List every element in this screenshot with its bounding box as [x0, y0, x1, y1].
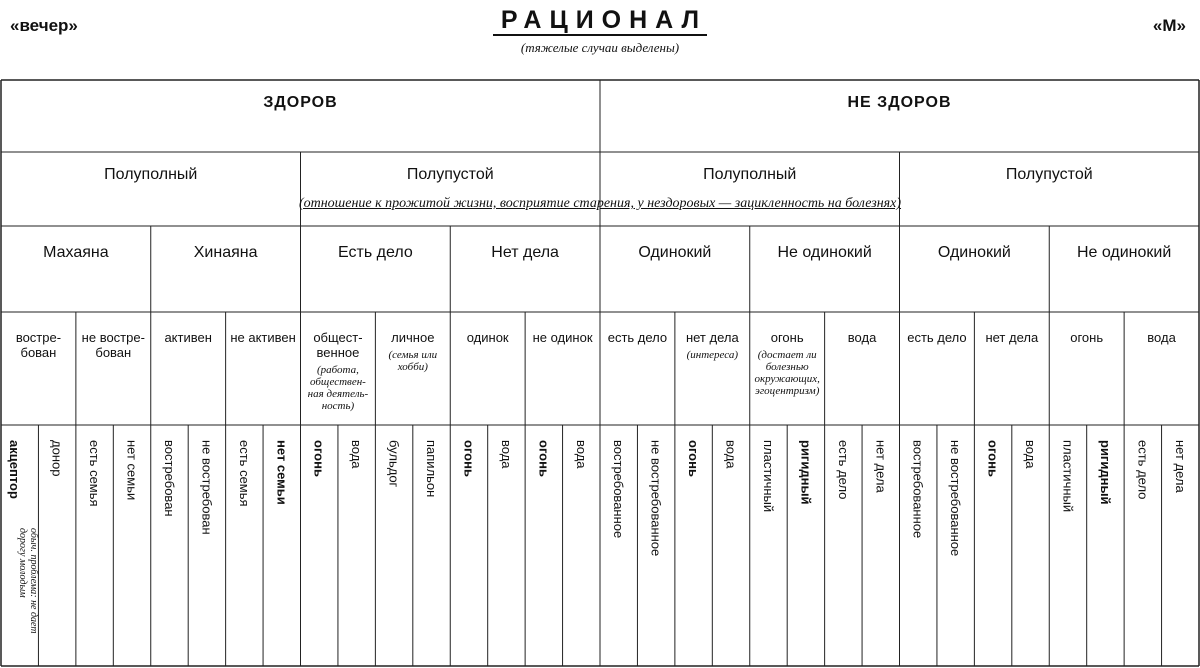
type-cell-14: [525, 440, 562, 666]
category-cell-2: [301, 226, 451, 312]
attitude-cell-3-label: Полупустой: [1005, 166, 1093, 183]
subcategory-cell-9: [675, 312, 750, 425]
category-cell-3: [450, 226, 600, 312]
subcategory-cell-8: [600, 312, 675, 425]
subcategory-note: (работа, обществен- ная деятель- ность): [307, 364, 369, 412]
attitude-cell-2: [600, 152, 900, 226]
subcategory-cell-7-label: не одинок: [532, 330, 593, 345]
subcategory-cell-14: [1049, 312, 1124, 425]
subcategory-cell-3: [226, 312, 301, 425]
category-cell-7: [1049, 226, 1199, 312]
type-cell-19: [712, 440, 749, 666]
subcategory-cell-15-label: вода: [1147, 330, 1176, 345]
category-cell-0-label: Махаяна: [43, 244, 109, 261]
subcategory-cell-6: [450, 312, 525, 425]
category-cell-2-label: Есть дело: [338, 244, 413, 261]
attitude-cell-1: [301, 152, 601, 226]
subcategory-cell-5-label: личное: [391, 330, 435, 345]
type-label: пластичный: [760, 440, 776, 513]
type-label: пластичный: [1060, 440, 1076, 513]
type-cell-27: [1012, 440, 1049, 666]
corner-tag-left: «вечер»: [10, 16, 78, 35]
health-group-0: [1, 80, 600, 152]
subcategory-note: (интереса): [686, 349, 739, 361]
type-label: не востребованное: [648, 440, 664, 557]
category-cell-6: [900, 226, 1050, 312]
type-label: акцептор: [7, 440, 23, 499]
type-cell-9: [338, 440, 375, 666]
type-label: ригидный: [798, 440, 814, 505]
subcategory-cell-2: [151, 312, 226, 425]
type-label: востребованное: [611, 440, 627, 539]
type-cell-12: [450, 440, 487, 666]
type-cell-24: [900, 440, 937, 666]
type-cell-30: [1124, 440, 1161, 666]
category-cell-6-label: Одинокий: [937, 244, 1011, 261]
subcategory-cell-13-label: нет дела: [985, 330, 1039, 345]
type-label: нет семьи: [274, 440, 290, 505]
subcategory-cell-4: [301, 312, 376, 425]
subcategory-cell-15: [1124, 312, 1199, 425]
category-cell-5-label: Не одинокий: [777, 244, 872, 261]
category-cell-1: [151, 226, 301, 312]
type-label: есть дело: [835, 440, 851, 500]
type-cell-28: [1049, 440, 1086, 666]
subcategory-cell-0-label: востре- бован: [15, 330, 62, 360]
subcategory-note: (достает ли болезнью окружающих, эгоцентризм): [754, 349, 820, 397]
type-label: бульдог: [386, 440, 402, 488]
type-cell-16: [600, 440, 637, 666]
subcategory-cell-12: [900, 312, 975, 425]
type-cell-4: [151, 440, 188, 666]
category-cell-5: [750, 226, 900, 312]
subcategory-cell-3-label: не активен: [230, 330, 296, 345]
type-cell-3: [113, 440, 150, 666]
type-label: вода: [1023, 440, 1039, 469]
type-label: огонь: [686, 440, 702, 477]
subcategory-cell-11-label: вода: [847, 330, 877, 345]
type-label: вода: [498, 440, 514, 469]
subcategory-cell-11: [825, 312, 900, 425]
type-cell-18: [675, 440, 712, 666]
subcategory-cell-14-label: огонь: [1070, 330, 1104, 345]
row2-note: (отношение к прожитой жизни, восприятие старения, у нездоровых — зацикленность на болезнях): [298, 196, 902, 211]
category-cell-0: [1, 226, 151, 312]
type-label: огонь: [985, 440, 1001, 477]
subcategory-cell-0: [1, 312, 76, 425]
type-cell-7: [263, 440, 300, 666]
category-cell-4-label: Одинокий: [638, 244, 712, 261]
page-title: РАЦИОНАЛ: [0, 6, 1200, 35]
type-label: вода: [573, 440, 589, 469]
attitude-cell-3: [900, 152, 1200, 226]
type-cell-25: [937, 440, 974, 666]
type-label: ригидный: [1097, 440, 1113, 505]
type-cell-21: [787, 440, 824, 666]
subcategory-cell-7: [525, 312, 600, 425]
type-cell-5: [188, 440, 225, 666]
category-cell-4: [600, 226, 750, 312]
type-cell-6: [226, 440, 263, 666]
subcategory-cell-5: [375, 312, 450, 425]
type-cell-20: [750, 440, 787, 666]
type-label: вода: [723, 440, 739, 469]
subcategory-note: (семья или хобби): [388, 349, 438, 373]
subcategory-cell-10-label: огонь: [770, 330, 804, 345]
category-cell-7-label: Не одинокий: [1076, 244, 1172, 261]
subcategory-cell-12-label: есть дело: [907, 330, 967, 345]
type-label: папильон: [424, 440, 440, 498]
subcategory-cell-2-label: активен: [164, 330, 212, 345]
type-cell-23: [862, 440, 899, 666]
type-label: нет семьи: [124, 440, 140, 501]
type-cell-10: [375, 440, 412, 666]
type-cell-1: [38, 440, 75, 666]
type-cell-11: [413, 440, 450, 666]
type-label: вода: [349, 440, 365, 469]
attitude-cell-2-label: Полуполный: [703, 166, 797, 183]
subcategory-cell-6-label: одинок: [466, 330, 509, 345]
category-cell-1-label: Хинаяна: [193, 244, 258, 261]
type-cell-15: [563, 440, 600, 666]
type-label: есть дело: [1135, 440, 1151, 500]
subcategory-cell-10: [750, 312, 825, 425]
subcategory-cell-1: [76, 312, 151, 425]
type-label: нет дела: [1172, 440, 1188, 493]
type-label: донор: [49, 440, 65, 477]
type-label: огонь: [311, 440, 327, 477]
type-label: не востребованное: [948, 440, 964, 557]
acceptor-note: обыч. проблема: не дает дорогу молодым: [17, 528, 39, 634]
subcategory-cell-4-label: общест- венное: [313, 330, 363, 360]
attitude-cell-0-label: Полуполный: [104, 166, 198, 183]
attitude-cell-0: [1, 152, 301, 226]
page-subtitle: (тяжелые случаи выделены): [520, 40, 680, 55]
subcategory-cell-9-label: нет дела: [685, 330, 739, 345]
type-cell-2: [76, 440, 113, 666]
type-cell-31: [1162, 440, 1199, 666]
type-cell-8: [301, 440, 338, 666]
type-cell-22: [825, 440, 862, 666]
type-label: огонь: [536, 440, 552, 477]
type-label: нет дела: [873, 440, 889, 493]
type-cell-17: [637, 440, 674, 666]
subcategory-cell-13: [974, 312, 1049, 425]
category-cell-3-label: Нет дела: [491, 244, 559, 261]
type-label: не востребован: [199, 440, 215, 535]
type-label: есть семья: [87, 440, 103, 507]
corner-tag-right: «М»: [1152, 16, 1186, 35]
type-cell-26: [974, 440, 1011, 666]
subcategory-cell-8-label: есть дело: [607, 330, 668, 345]
type-label: огонь: [461, 440, 477, 477]
type-label: есть семья: [236, 440, 252, 507]
health-group-1-label: НЕ ЗДОРОВ: [847, 94, 952, 111]
type-label: востребованное: [910, 440, 926, 539]
health-group-1: [600, 80, 1199, 152]
type-cell-29: [1087, 440, 1124, 666]
subcategory-cell-1-label: не востре- бован: [81, 330, 145, 360]
type-cell-13: [488, 440, 525, 666]
attitude-cell-1-label: Полупустой: [406, 166, 494, 183]
type-label: востребован: [161, 440, 177, 517]
health-group-0-label: ЗДОРОВ: [263, 94, 338, 111]
